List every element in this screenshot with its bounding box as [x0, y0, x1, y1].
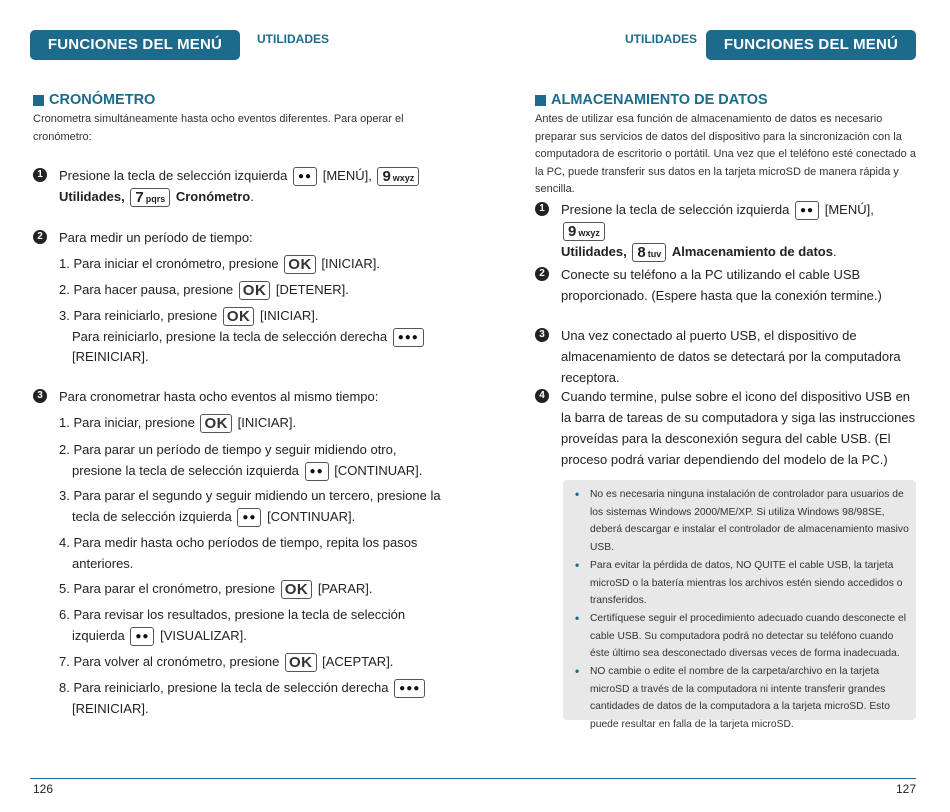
notes-list [575, 486, 910, 734]
substep-text: 3. Para parar el segundo y seguir midiendo un tercero, presione la [59, 488, 441, 503]
footer-divider [30, 778, 916, 779]
substep [59, 652, 393, 673]
key-letters: wxyz [578, 228, 600, 239]
step-3-left [33, 386, 378, 407]
step-text-part: Presione la tecla de selección izquierda [59, 168, 288, 183]
step-2-right [535, 264, 920, 306]
substep-text: anteriores. [72, 555, 134, 571]
step-2-left [33, 227, 253, 248]
step-text [561, 199, 920, 262]
page-header-right: FUNCIONES DEL MENÚ [706, 30, 916, 60]
step-text-part: [MENÚ], [824, 202, 874, 217]
key-9-icon [563, 222, 605, 241]
step-text: Una vez conectado al puerto USB, el dispositivo de almacenamiento de datos se detectará por la computadora receptora. [561, 328, 901, 385]
substep-text: 2. Para hacer pausa, presione [59, 282, 234, 297]
substep-text: [PARAR]. [317, 581, 373, 596]
substep-text: 8. Para reiniciarlo, presione la tecla de selección derecha [59, 680, 389, 695]
right-softkey-icon: ●●● [393, 328, 424, 347]
note-item [575, 557, 910, 610]
key-digit: 9 [568, 223, 577, 241]
substep-text: 1. Para iniciar, presione [59, 415, 195, 430]
page-number-right: 127 [896, 782, 917, 796]
right-page [475, 0, 950, 812]
intro-paragraph-left: Cronometra simultáneamente hasta ocho eventos diferentes. Para operar el cronómetro: [33, 113, 404, 143]
substep-text: 4. Para medir hasta ocho períodos de tiempo, repita los pasos [59, 535, 418, 550]
step-text: Conecte su teléfono a la PC utilizando el cable USB proporcionado. (Espere hasta que la conexión termine.) [561, 267, 882, 303]
menu-path-utilidades: Utilidades, [561, 244, 627, 260]
step-text-part: [MENÚ], [322, 168, 372, 183]
ok-key-icon: OK [285, 653, 317, 672]
step-text: Cuando termine, pulse sobre el icono del dispositivo USB en la barra de tareas de su computadora y siga las instrucciones proveídas para la desconexión segura del cable USB. (El proceso podrá variar dependiendo del modelo de la PC.) [561, 389, 916, 467]
left-softkey-icon: ●● [237, 508, 261, 527]
bullet-icon: • [575, 664, 580, 679]
key-digit: 9 [382, 168, 391, 186]
substep-text: tecla de selección izquierda [72, 508, 232, 524]
step-1-right [535, 199, 920, 262]
substep-text: [INICIAR]. [260, 308, 319, 323]
substep [59, 678, 459, 719]
note-item [575, 663, 910, 734]
key-8-icon [632, 243, 666, 262]
key-letters: wxyz [392, 173, 415, 184]
square-bullet-icon [535, 95, 546, 106]
step-number-badge: 2 [535, 267, 549, 281]
section-title-text: CRONÓMETRO [49, 92, 156, 108]
left-softkey-icon: ●● [130, 627, 154, 646]
substep [59, 605, 459, 646]
substep-text: 7. Para volver al cronómetro, presione [59, 654, 280, 669]
substep [59, 579, 372, 600]
substep-text: [CONTINUAR]. [267, 508, 356, 524]
substep-text: [CONTINUAR]. [334, 462, 423, 478]
substep [59, 440, 459, 481]
step-3-right [535, 325, 920, 388]
ok-key-icon: OK [281, 580, 313, 599]
note-text: Para evitar la pérdida de datos, NO QUITE el cable USB, la tarjeta microSD o la batería mientras los archivos estén siendo accedidos o transferidos. [590, 559, 903, 607]
bullet-icon: • [575, 487, 580, 501]
note-text: No es necesaria ninguna instalación de controlador para usuarios de los sistemas Windows 2000/ME/XP. Si utiliza Windows 98/98SE, deberá descargar e instalar el controlador de almacenamiento masivo USB. [590, 489, 909, 554]
note-text: NO cambie o edite el nombre de la carpeta/archivo en la tarjeta microSD a través de la computadora ni intente transferir grandes cantidades de datos de la computadora a la tarjeta microSD. Esto puede resultar en falla de la tarjeta microSD. [590, 666, 890, 731]
substep-text: [ACEPTAR]. [322, 654, 394, 669]
step-1-left [33, 165, 453, 207]
key-letters: pqrs [145, 194, 166, 205]
note-text: Certifíquese seguir el procedimiento adecuado cuando desconecte el cable USB. Su computadora podrá no detectar su teléfono cuando éste último sea desconectado diversas veces de forma inadecuada. [590, 612, 906, 660]
substep [59, 280, 349, 301]
notes-box [563, 480, 916, 731]
key-digit: 7 [135, 189, 144, 207]
bullet-icon: • [575, 610, 580, 625]
substep-text: 2. Para parar un período de tiempo y seguir midiendo otro, [59, 442, 397, 457]
step-number-badge: 1 [535, 202, 549, 216]
key-7-icon [130, 188, 170, 207]
key-letters: tuv [647, 249, 662, 260]
bullet-icon: • [575, 557, 580, 572]
note-item [575, 486, 910, 557]
page-header-left: FUNCIONES DEL MENÚ [30, 30, 240, 60]
substep-text: [REINICIAR]. [72, 349, 149, 364]
substep-text: 1. Para iniciar el cronómetro, presione [59, 256, 279, 271]
ok-key-icon: OK [239, 281, 271, 300]
key-digit: 8 [637, 244, 646, 262]
step-number-badge: 3 [535, 328, 549, 342]
substep [59, 413, 296, 434]
square-bullet-icon [33, 95, 44, 106]
substep-text: [DETENER]. [275, 282, 349, 297]
section-title-cronometro [33, 92, 155, 108]
page-number-left: 126 [33, 782, 54, 796]
left-softkey-icon: ●● [305, 462, 329, 481]
ok-key-icon: OK [200, 414, 232, 433]
key-9-icon [377, 167, 419, 186]
section-title-almacenamiento [535, 92, 768, 108]
substep [59, 306, 459, 368]
step-number-badge: 4 [535, 389, 549, 403]
substep [59, 254, 380, 275]
substep-text: 5. Para parar el cronómetro, presione [59, 581, 276, 596]
step-text-part: . [832, 244, 837, 260]
substep-text: 6. Para revisar los resultados, presione la tecla de selección [59, 607, 406, 622]
substep [59, 533, 459, 574]
section-title-text: ALMACENAMIENTO DE DATOS [551, 92, 768, 108]
substep-text: [VISUALIZAR]. [160, 627, 247, 643]
ok-key-icon: OK [284, 255, 316, 274]
right-softkey-icon: ●●● [394, 679, 425, 698]
substep-text: [INICIAR]. [237, 415, 297, 430]
ok-key-icon: OK [223, 307, 255, 326]
intro-paragraph-right: Antes de utilizar esa función de almacenamiento de datos es necesario preparar sus servicios de datos del dispositivo para la sincronización con la computadora de escritorio o portátil. Una vez que el teléfono esté conectado a la PC, puede transferir sus datos en la tarjeta microSD de manera rápida y sencilla. [535, 113, 916, 195]
step-text-part: . [250, 189, 254, 205]
substep [59, 486, 464, 527]
step-4-right [535, 386, 920, 470]
substep-text: 3. Para reiniciarlo, presione [59, 308, 218, 323]
left-softkey-icon: ●● [293, 167, 317, 186]
substep-text: presione la tecla de selección izquierda [72, 462, 299, 478]
substep-text: Para reiniciarlo, presione la tecla de selección derecha [72, 328, 388, 344]
step-text: Para cronometrar hasta ocho eventos al mismo tiempo: [59, 389, 379, 404]
note-item [575, 610, 910, 663]
step-text-part: Presione la tecla de selección izquierda [561, 202, 790, 217]
menu-path-almacenamiento: Almacenamiento de datos [671, 244, 833, 260]
step-number-badge: 1 [33, 168, 47, 182]
menu-path-cronometro: Cronómetro [175, 189, 251, 205]
substep-text: [INICIAR]. [321, 256, 380, 271]
substep-text: izquierda [72, 627, 125, 643]
section-tag-right: UTILIDADES [625, 32, 697, 46]
menu-path-utilidades: Utilidades, [59, 189, 125, 205]
left-softkey-icon: ●● [795, 201, 819, 220]
step-text [59, 165, 453, 207]
step-text: Para medir un período de tiempo: [59, 230, 253, 245]
step-number-badge: 2 [33, 230, 47, 244]
substep-text: [REINICIAR]. [72, 700, 149, 716]
section-tag-left: UTILIDADES [257, 32, 329, 46]
step-number-badge: 3 [33, 389, 47, 403]
